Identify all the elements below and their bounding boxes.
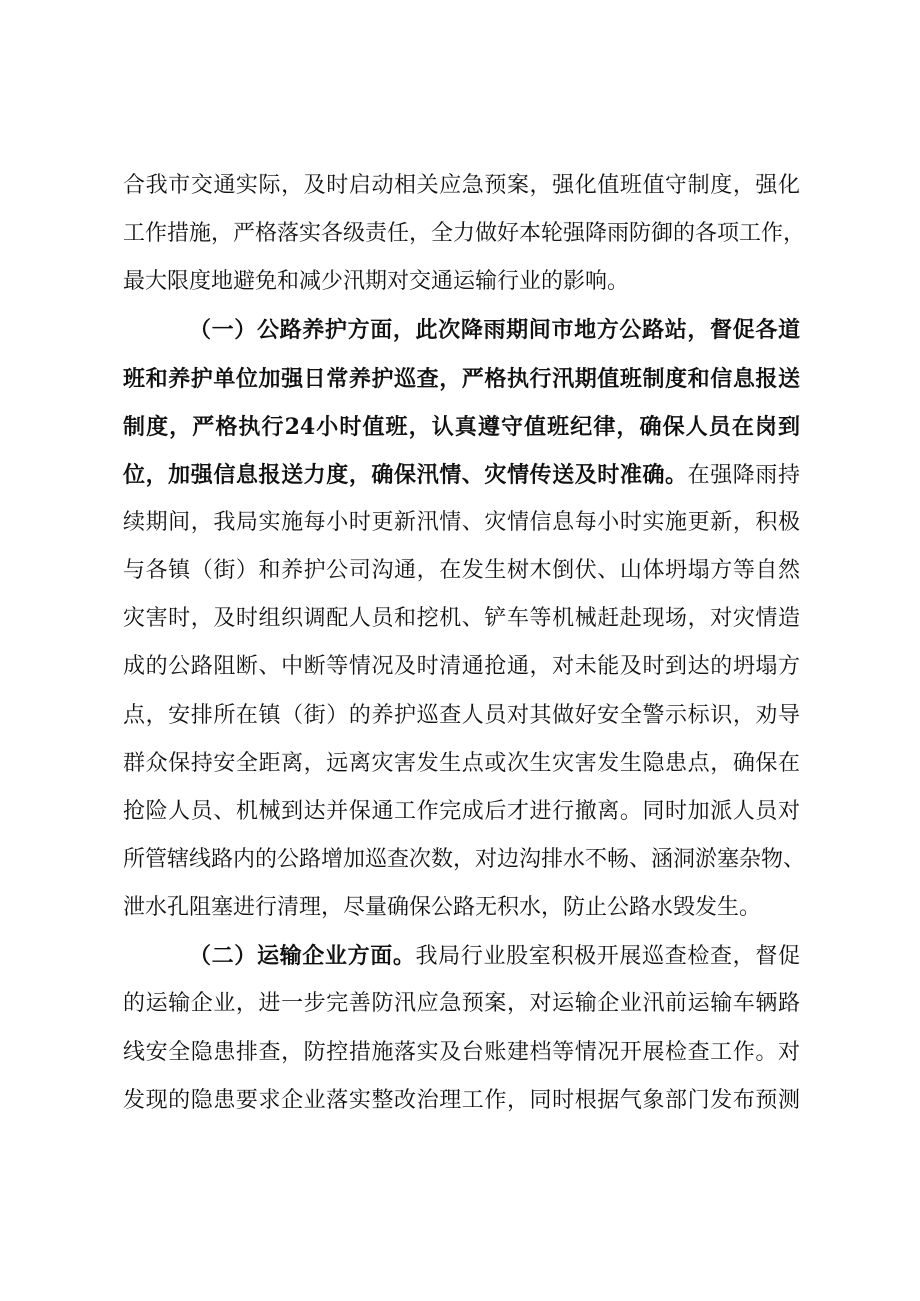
text-line: 发现的隐患要求企业落实整改治理工作，同时根据气象部门发布预测 [123,1087,800,1113]
text-line: 点，安排所在镇（街）的养护巡查人员对其做好安全警示标识，劝导 [123,702,800,728]
paragraph-transport-enterprises [123,932,800,1125]
text-line: 最大限度地避免和减少汛期对交通运输行业的影响。 [123,269,630,295]
text-line: 抢险人员、机械到达并保通工作完成后才进行撤离。同时加派人员对 [123,798,800,824]
bold-run: 位，加强信息报送力度，确保汛情、灾情传送及时准确。 [123,461,688,488]
text-line: 灾害时，及时组织调配人员和挖机、铲车等机械赶赴现场，对灾情造 [123,606,800,632]
text-line: 班和养护单位加强日常养护巡查，严格执行汛期值班制度和信息报送 [123,365,800,392]
section-heading-transport: （二）运输企业方面。 [189,943,416,970]
text-line: 所管辖线路内的公路增加巡查次数，对边沟排水不畅、涵洞淤塞杂物、 [123,846,806,872]
document-body [123,162,806,1125]
text-line-mixed [123,451,800,499]
normal-run: 在强降雨持 [687,462,800,488]
text-line: 成的公路阻断、中断等情况及时清通抢通，对未能及时到达的坍塌方 [123,654,800,680]
text-line: 续期间，我局实施每小时更新汛情、灾情信息每小时实施更新，积极 [123,509,800,535]
text-line: 线安全隐患排查，防控措施落实及台账建档等情况开展检查工作。对 [123,1039,800,1065]
section-heading-highway: （一）公路养护方面，此次降雨期间市地方公路站，督促各道 [189,317,800,344]
normal-run: 我局行业股室积极开展巡查检查，督促 [415,944,800,970]
text-line: 群众保持安全距离，远离灾害发生点或次生灾害发生隐患点，确保在 [123,750,800,776]
paragraph-intro [123,162,806,306]
text-line: 与各镇（街）和养护公司沟通，在发生树木倒伏、山体坍塌方等自然 [123,558,800,584]
text-line: 制度，严格执行24小时值班，认真遵守值班纪律，确保人员在岗到 [123,413,800,440]
text-line: 工作措施，严格落实各级责任，全力做好本轮强降雨防御的各项工作， [123,221,806,247]
text-line-mixed [123,932,800,980]
text-line: 合我市交通实际，及时启动相关应急预案，强化值班值守制度，强化 [123,173,800,198]
paragraph-highway-maintenance [123,306,806,932]
text-line: 泄水孔阻塞进行清理，尽量确保公路无积水，防止公路水毁发生。 [123,895,762,921]
text-line: 的运输企业，进一步完善防汛应急预案，对运输企业汛前运输车辆路 [123,991,800,1017]
